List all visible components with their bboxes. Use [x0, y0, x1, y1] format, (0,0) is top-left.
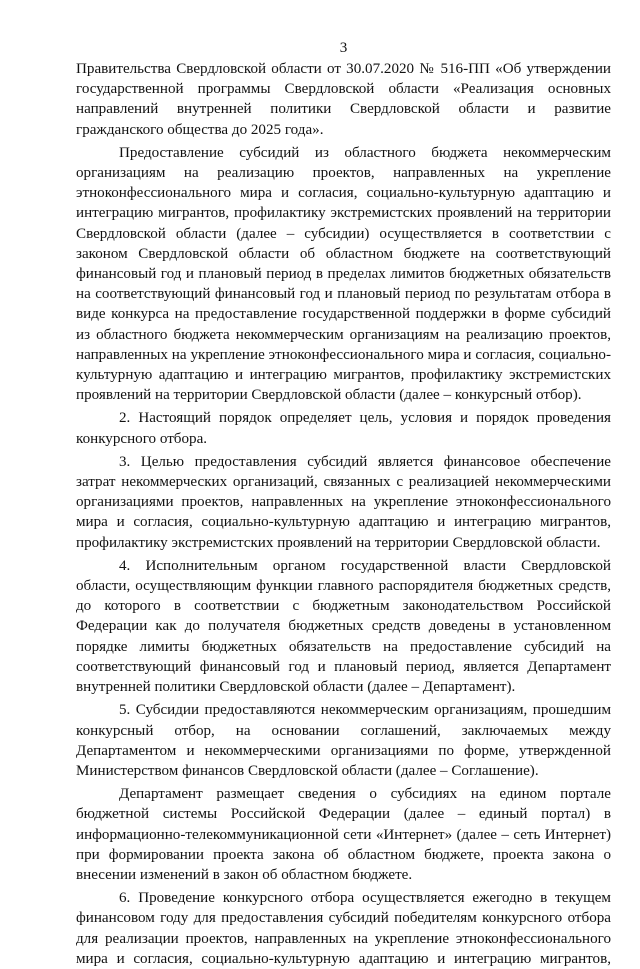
paragraph-continuation: Правительства Свердловской области от 30.07.2020 № 516-ПП «Об утверждении государственной программы Свердловской области «Реализация основных направлений внутренней политики Свердловской области и развитие гражданского общества до 2025 года». [76, 61, 611, 138]
page-number: 3 [339, 40, 348, 56]
paragraph-5: 5. Субсидии предоставляются некоммерческим организациям, прошедшим конкурсный отбор, на основании соглашений, заключаемых между Департаментом и некоммерческими организациями по форме, утвержденной Министерством финансов Свердловской области (далее – Соглашение). [76, 702, 611, 779]
document-page [76, 38, 611, 969]
paragraph-4: 4. Исполнительным органом государственной власти Свердловской области, осуществляющим функции главного распорядителя бюджетных средств, до которого в соответствии с бюджетным законодательством Российской Федерации как до получателя бюджетных средств доведены в установленном порядке лимиты бюджетных обязательств на предоставление субсидий на соответствующий финансовый год и плановый период, является Департамент внутренней политики Свердловской области (далее – Департамент). [76, 557, 611, 696]
paragraph-2: 2. Настоящий порядок определяет цель, условия и порядок проведения конкурсного отбора. [76, 410, 611, 447]
paragraph-5-portal: Департамент размещает сведения о субсидиях на едином портале бюджетной системы Российской Федерации (далее – единый портал) в информационно-телекоммуникационной сети «Интернет» (далее – сеть Интернет) при формировании проекта закона об областном бюджете, проекта закона о внесении изменений в закон об областном бюджете. [76, 786, 611, 883]
paragraph-subsidy-provision: Предоставление субсидий из областного бюджета некоммерческим организациям на реализацию проектов, направленных на укрепление этноконфессионального мира и согласия, социально-культурную адаптацию и интеграцию мигрантов, профилактику экстремистских проявлений на территории Свердловской области (далее – субсидии) осуществляется в соответствии с законом Свердловской области об областном бюджете на соответствующий финансовый год и плановый период в пределах лимитов бюджетных обязательств на соответствующий финансовый год и плановый период по результатам отбора в виде конкурса на предоставление государственной поддержки в форме субсидий из областного бюджета некоммерческим организациям на реализацию проектов, направленных на укрепление этноконфессионального мира и согласия, социально-культурную адаптацию и интеграцию мигрантов, профилактику экстремистских проявлений на территории Свердловской области (далее – конкурсный отбор). [76, 144, 611, 404]
paragraph-6: 6. Проведение конкурсного отбора осуществляется ежегодно в текущем финансовом году для предоставления субсидий победителям конкурсного отбора для реализации проектов, направленных на укрепление этноконфессионального мира и согласия, социально-культурную адаптацию и интеграцию мигрантов, [76, 890, 611, 967]
paragraph-3: 3. Целью предоставления субсидий является финансовое обеспечение затрат некоммерческих организаций, связанных с реализацией некоммерческими организациями проектов, направленных на укрепление этноконфессионального мира и согласия, социально-культурную адаптацию и интеграцию мигрантов, профилактику экстремистских проявлений на территории Свердловской области. [76, 453, 611, 551]
